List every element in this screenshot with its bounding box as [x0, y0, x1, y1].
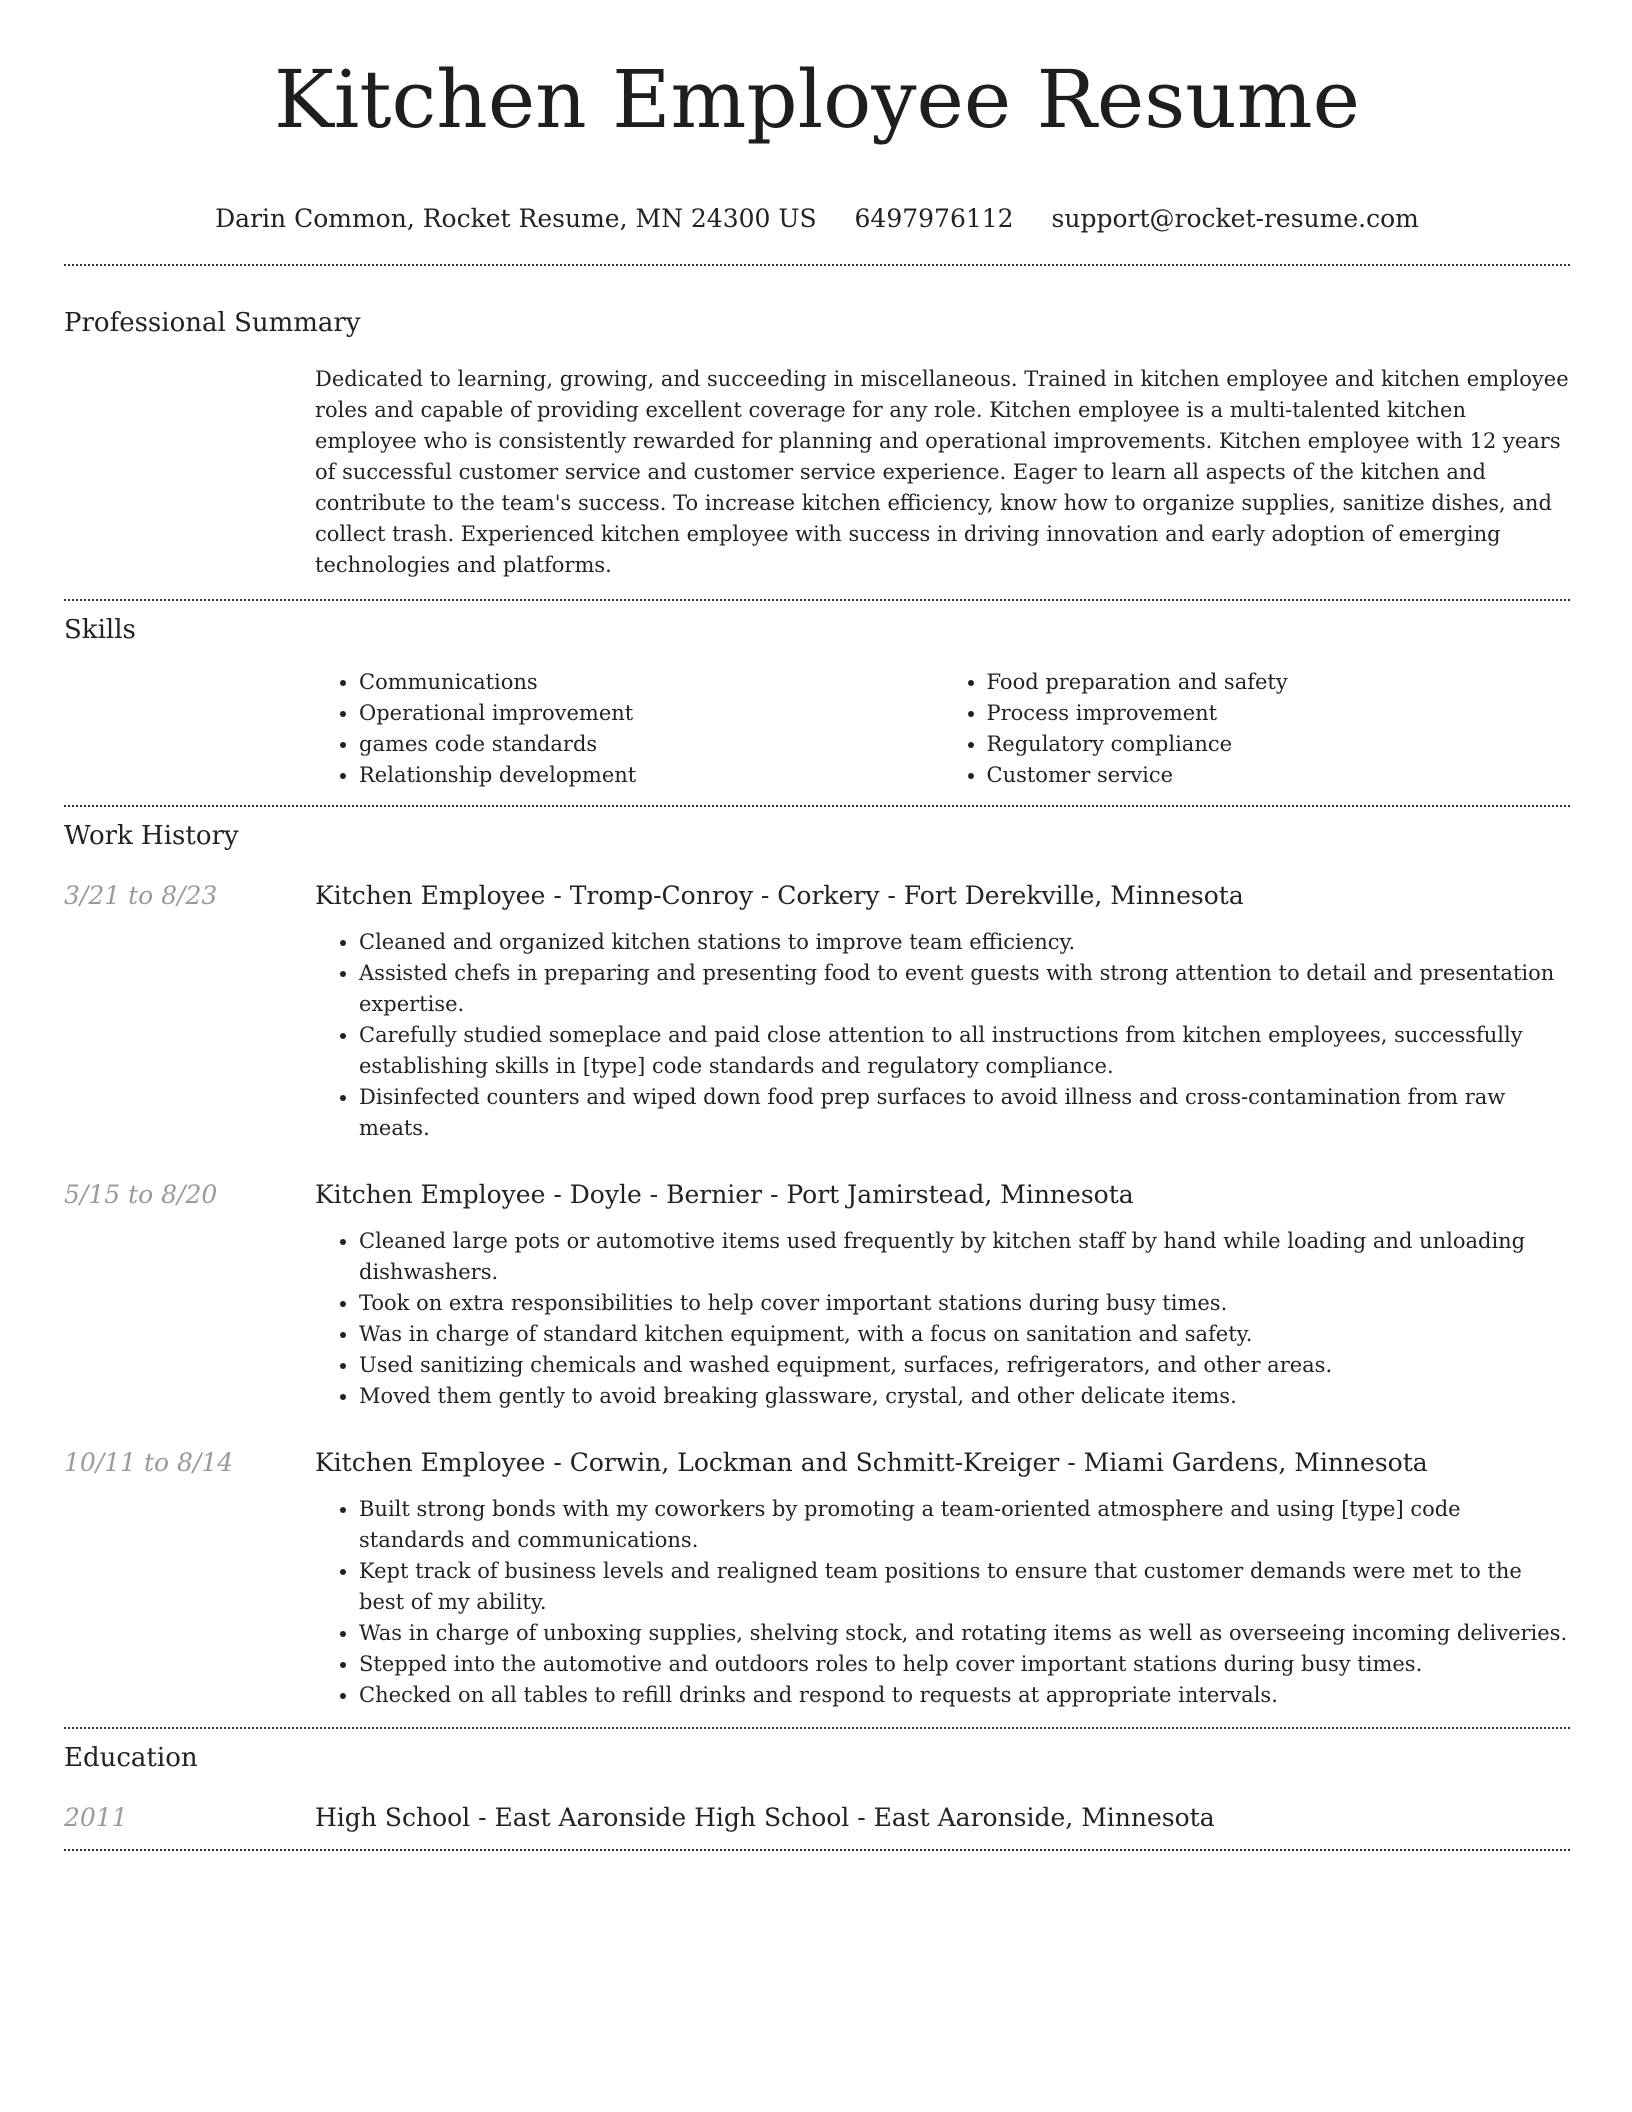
- job-entry: [64, 1178, 1570, 1412]
- skill-item: • Communications: [359, 667, 943, 698]
- divider: [64, 805, 1570, 807]
- resume-page: [64, 0, 1570, 1851]
- skills-section: [64, 613, 1570, 791]
- education-heading: Education: [64, 1742, 198, 1773]
- summary-text: Dedicated to learning, growing, and succeeding in miscellaneous. Trained in kitchen employee and kitchen employee roles and capable of providing excellent coverage for any role. Kitchen employee is a multi-talented kitchen employee who is consistently rewarded for planning and operational improvements. Kitchen employee with 12 years of successful customer service and customer service experience. Eager to learn all aspects of the kitchen and contribute to the team's success. To increase kitchen efficiency, know how to organize supplies, sanitize dishes, and collect trash. Experienced kitchen employee with success in driving innovation and early adoption of emerging technologies and platforms.: [315, 366, 1569, 577]
- skill-item: • Operational improvement: [359, 698, 943, 729]
- job-entry: [64, 1446, 1570, 1711]
- job-bullet: • Cleaned large pots or automotive items used frequently by kitchen staff by hand while loading and unloading dishwashers.: [359, 1226, 1570, 1288]
- skills-heading: Skills: [64, 614, 136, 645]
- job-dates: 5/15 to 8/20: [64, 1179, 218, 1209]
- contact-line: [64, 202, 1570, 236]
- resume-title: Kitchen Employee Resume: [273, 53, 1360, 146]
- job-title: Kitchen Employee - Tromp-Conroy - Corkery - Fort Derekville, Minnesota: [315, 880, 1244, 910]
- skill-item: • Customer service: [987, 760, 1571, 791]
- job-bullet: • Assisted chefs in preparing and presenting food to event guests with strong attention to detail and presentation expertise.: [359, 958, 1570, 1020]
- job-title: Kitchen Employee - Doyle - Bernier - Port Jamirstead, Minnesota: [315, 1179, 1134, 1209]
- job-details: [315, 1446, 1570, 1711]
- skill-item: • Food preparation and safety: [987, 667, 1571, 698]
- job-bullet: • Stepped into the automotive and outdoors roles to help cover important stations during busy times.: [359, 1649, 1570, 1680]
- job-bullet: • Built strong bonds with my coworkers by promoting a team-oriented atmosphere and using [type] code standards and communications.: [359, 1494, 1570, 1556]
- education-title: High School - East Aaronside High School - East Aaronside, Minnesota: [315, 1802, 1215, 1832]
- skill-item: • Relationship development: [359, 760, 943, 791]
- job-entry: [64, 879, 1570, 1144]
- job-bullet-list: [315, 927, 1570, 1144]
- education-section: [64, 1741, 1570, 1835]
- divider: [64, 599, 1570, 601]
- contact-phone: 6497976112: [854, 203, 1014, 233]
- contact-email: support@rocket-resume.com: [1051, 203, 1419, 233]
- divider: [64, 264, 1570, 266]
- skill-item: • games code standards: [359, 729, 943, 760]
- job-details: [315, 879, 1570, 1144]
- skills-grid: [315, 667, 1570, 791]
- job-bullet: • Cleaned and organized kitchen stations to improve team efficiency.: [359, 927, 1570, 958]
- job-details: [315, 1178, 1570, 1412]
- work-history-section: [64, 819, 1570, 1711]
- skills-column-left: [315, 667, 943, 791]
- contact-address: Darin Common, Rocket Resume, MN 24300 US: [215, 203, 817, 233]
- job-bullet-list: [315, 1494, 1570, 1711]
- job-bullet: • Was in charge of unboxing supplies, shelving stock, and rotating items as well as overseeing incoming deliveries.: [359, 1618, 1570, 1649]
- summary-heading: Professional Summary: [64, 307, 361, 338]
- divider: [64, 1849, 1570, 1851]
- divider: [64, 1727, 1570, 1729]
- job-bullet: • Was in charge of standard kitchen equipment, with a focus on sanitation and safety.: [359, 1319, 1570, 1350]
- job-bullet: • Carefully studied someplace and paid close attention to all instructions from kitchen employees, successfully establishing skills in [type] code standards and regulatory compliance.: [359, 1020, 1570, 1082]
- education-entry: [64, 1801, 1570, 1835]
- education-details: [315, 1801, 1570, 1835]
- skill-item: • Process improvement: [987, 698, 1571, 729]
- job-bullet-list: [315, 1226, 1570, 1412]
- job-bullet: • Took on extra responsibilities to help cover important stations during busy times.: [359, 1288, 1570, 1319]
- job-bullet: • Used sanitizing chemicals and washed equipment, surfaces, refrigerators, and other areas.: [359, 1350, 1570, 1381]
- job-dates: 10/11 to 8/14: [64, 1447, 234, 1477]
- skill-item: • Regulatory compliance: [987, 729, 1571, 760]
- job-title: Kitchen Employee - Corwin, Lockman and Schmitt-Kreiger - Miami Gardens, Minnesota: [315, 1447, 1428, 1477]
- summary-section: [64, 306, 1570, 581]
- job-dates: 3/21 to 8/23: [64, 880, 218, 910]
- job-bullet: • Disinfected counters and wiped down food prep surfaces to avoid illness and cross-contamination from raw meats.: [359, 1082, 1570, 1144]
- job-bullet: • Checked on all tables to refill drinks and respond to requests at appropriate intervals.: [359, 1680, 1570, 1711]
- education-year: 2011: [64, 1802, 128, 1832]
- job-bullet: • Moved them gently to avoid breaking glassware, crystal, and other delicate items.: [359, 1381, 1570, 1412]
- job-bullet: • Kept track of business levels and realigned team positions to ensure that customer demands were met to the best of my ability.: [359, 1556, 1570, 1618]
- work-history-heading: Work History: [64, 820, 239, 851]
- skills-column-right: [943, 667, 1571, 791]
